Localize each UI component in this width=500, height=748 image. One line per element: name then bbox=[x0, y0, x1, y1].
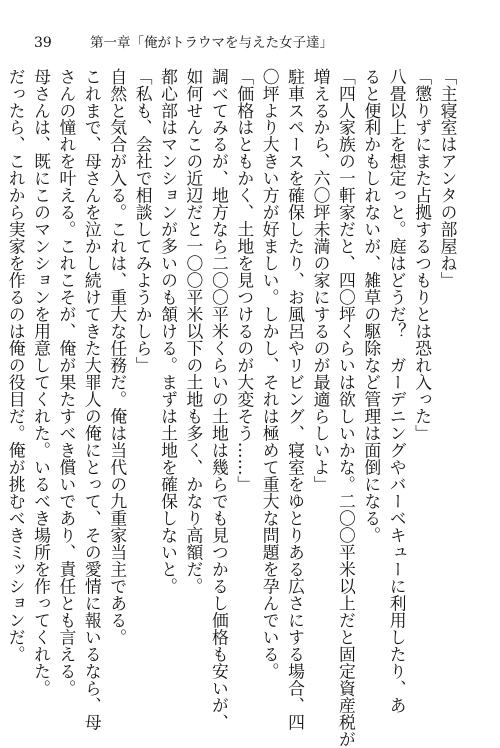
text-line: 都心部はマンションが多いのも頷ける。まずは土地を確保しないと。 bbox=[158, 68, 179, 595]
text-line: ると便利かもしれないが、雑草の駆除など管理は面倒になる。 bbox=[361, 68, 382, 544]
text-line: 「懲りずにまた占拠するつもりとは恐れ入った」 bbox=[412, 68, 433, 442]
text-line: 〇坪より大きい方が好ましい。しかし、それは極めて重大な問題を孕んでいる。 bbox=[260, 68, 281, 680]
text-line: 「主寝室はアンタの部屋ね」 bbox=[438, 68, 458, 289]
text-line: さんの憧れを叶える。これこそが、俺が果たすべき償いであり、責任とも言える。 bbox=[56, 68, 77, 697]
text-line: 八畳以上を想定っと。庭はどうだ？ ガーデニングやバーベキューに利用したり、あ bbox=[387, 68, 408, 714]
text-line: 母さんは、既にこのマンションを用意してくれた。いるべき場所を作ってくれた。 bbox=[31, 68, 52, 697]
text-line: だったら、これから実家を作るのは俺の役目だ。俺が挑むべきミッションだ。 bbox=[6, 68, 27, 663]
text-line: これまで、母さんを泣かし続けてきた大罪人の俺にとって、その愛情に報いるなら、母 bbox=[82, 68, 103, 731]
text-line: 調べてみるが、地方なら二〇〇平米くらいの土地は幾らでも見つかるし価格も安いが、 bbox=[209, 68, 230, 731]
text-line: 増えるから、六〇坪未満の家にするのが最適らしいよ」 bbox=[310, 68, 331, 493]
text-line: 「私も、会社で相談してみようかしら」 bbox=[133, 68, 154, 374]
body-text bbox=[6, 68, 460, 748]
text-line: 駐車スペースを確保したり、お風呂やリビング、寝室をゆとりある広さにする場合、四 bbox=[285, 68, 306, 731]
text-line: 自然と気合が入る。これは、重大な任務だ。俺は当代の九重家当主である。 bbox=[107, 68, 128, 646]
chapter-title: 第一章「俺がトラウマを与えた女子達」 bbox=[90, 35, 333, 51]
text-line: 「四人家族の一軒家だと、四〇坪くらいは欲しいかな。二〇〇平米以上だと固定資産税が bbox=[336, 68, 357, 748]
text-line: 如何せんこの近辺だと一〇〇平米以下の土地も多く、かなり高額だ。 bbox=[183, 68, 204, 595]
text-line: 「価格はともかく、土地を見つけるのが大変そう……」 bbox=[234, 68, 255, 493]
page-number: 39 bbox=[34, 35, 52, 51]
